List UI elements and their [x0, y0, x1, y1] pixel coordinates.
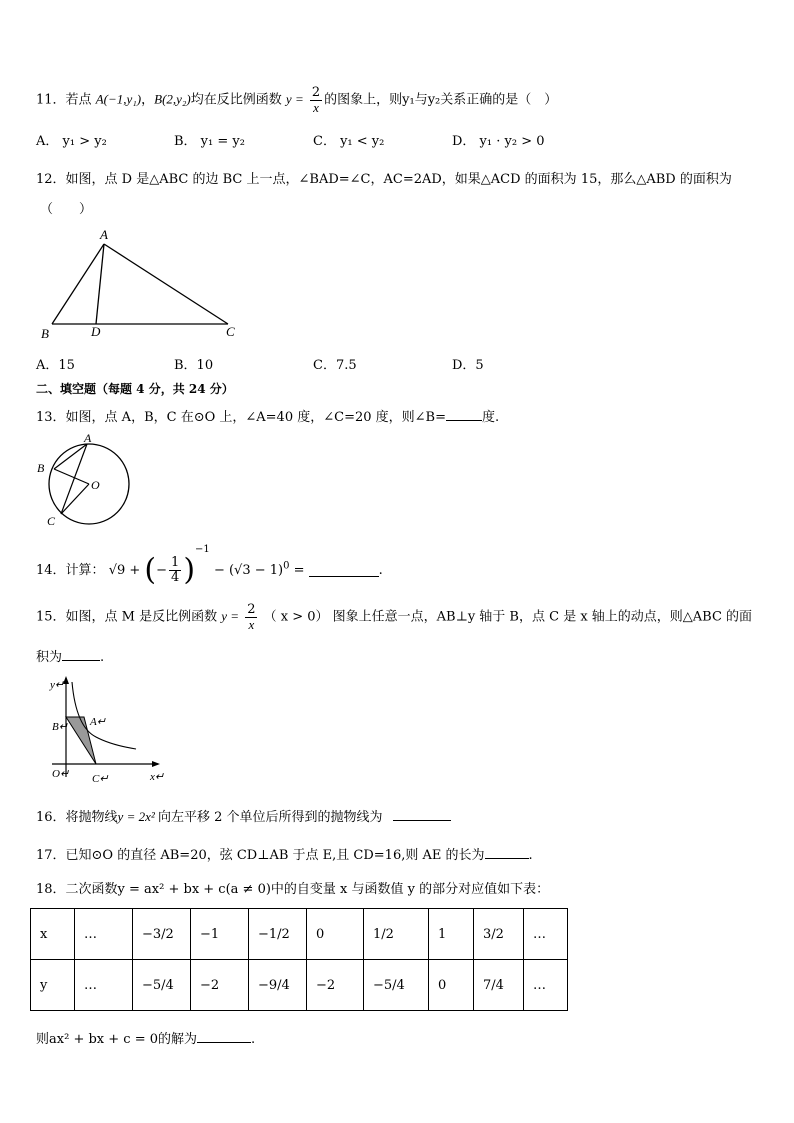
q12-option-c: C．7.5: [313, 358, 357, 373]
q11-option-b: B． y₁ = y₂: [174, 134, 245, 149]
table-cell: −1/2: [249, 909, 307, 960]
table-cell: −5/4: [364, 960, 429, 1011]
table-cell: x: [31, 909, 75, 960]
q12-label-a: A: [100, 227, 108, 242]
q17-answer-blank: [485, 846, 529, 859]
table-cell: −2: [191, 960, 249, 1011]
q13-circle-figure: [34, 430, 134, 530]
q18-value-table: [30, 908, 568, 1011]
q15-label-b: B↵: [52, 721, 68, 733]
q11-fraction: $\frac{2}{x}$: [311, 85, 321, 115]
q13-answer-blank: [446, 408, 482, 421]
q12-option-d: D．5: [452, 358, 484, 373]
q15-label-o: O↵: [52, 768, 70, 780]
q11-stem: 11．若点 A(−1,y₁)，B(2,y₂)均在反比例函数 y = $\frac{2}{x}$ 的图象上，则y₁与y₂关系正确的是（ ）: [36, 85, 558, 115]
q14-fraction: $\frac{1}{4}$: [171, 555, 180, 585]
q13-label-c: C: [47, 514, 56, 528]
q15-stem-line1: 15．如图，点 M 是反比例函数 y = $\frac{2}{x}$ （ x > 0） 图象上任意一点，AB⊥y 轴于 B，点 C 是 x 轴上的动点，则△ABC 的面: [36, 602, 753, 632]
q13-label-a: A: [84, 431, 92, 445]
q16-answer-blank: [393, 808, 451, 821]
table-cell: −5/4: [133, 960, 191, 1011]
q15-fraction: $\frac{2}{x}$: [247, 602, 256, 632]
q12-label-c: C: [226, 324, 235, 339]
q13-label-o: O: [91, 478, 100, 492]
q11-option-d: D． y₁ · y₂ > 0: [452, 134, 545, 149]
section-heading: 二、填空题（每题 4 分，共 24 分）: [36, 382, 234, 396]
q14-stem: 14．计算： √9 + (− $\frac{1}{4}$ )$^{-1} - (√3 - 1)^0$ = .: [36, 544, 383, 588]
q12-paren: （ ）: [40, 202, 93, 217]
q14-answer-blank: [309, 564, 379, 577]
table-cell: 0: [307, 909, 364, 960]
table-cell: 0: [429, 960, 474, 1011]
q15-label-y: y↵: [50, 679, 65, 691]
table-cell: −2: [307, 960, 364, 1011]
q11-option-a: A． y₁ > y₂: [36, 134, 107, 149]
table-row-y: [31, 960, 568, 1011]
table-cell: 7/4: [474, 960, 524, 1011]
table-cell: 1: [429, 909, 474, 960]
q11-option-c: C． y₁ < y₂: [313, 134, 385, 149]
table-cell: −9/4: [249, 960, 307, 1011]
table-cell: …: [75, 909, 133, 960]
q12-option-a: A．15: [36, 358, 75, 373]
q18-stem: 18．二次函数y = ax² + bx + c(a ≠ 0)中的自变量 x 与函数值 y 的部分对应值如下表：: [36, 882, 550, 897]
q12-option-b: B．10: [174, 358, 214, 373]
q12-stem: 12．如图，点 D 是△ABC 的边 BC 上一点，∠BAD=∠C，AC=2AD，如果△ACD 的面积为 15，那么△ABD 的面积为: [36, 172, 732, 187]
table-cell: 1/2: [364, 909, 429, 960]
table-cell: y: [31, 960, 75, 1011]
table-cell: 3/2: [474, 909, 524, 960]
q18-followup: 则ax² + bx + c = 0的解为 .: [36, 1032, 256, 1047]
table-cell: …: [524, 909, 568, 960]
q15-answer-blank: [62, 648, 100, 661]
table-row-x: [31, 909, 568, 960]
q15-hyperbola-figure: [46, 672, 176, 787]
q18-answer-blank: [197, 1030, 251, 1043]
q17-stem: 17．已知⊙O 的直径 AB=20，弦 CD⊥AB 于点 E,且 CD=16,则 AE 的长为 .: [36, 848, 533, 863]
q15-stem-line2: 积为 .: [36, 650, 105, 665]
q12-triangle-figure: [36, 224, 246, 344]
table-cell: −3/2: [133, 909, 191, 960]
table-cell: …: [524, 960, 568, 1011]
table-cell: −1: [191, 909, 249, 960]
q12-label-b: B: [41, 326, 49, 341]
q13-label-b: B: [37, 461, 45, 475]
q15-label-c: C↵: [92, 773, 109, 785]
q15-label-x: x↵: [150, 771, 165, 783]
q15-label-a: A↵: [90, 716, 106, 728]
table-cell: …: [75, 960, 133, 1011]
q13-stem: 13．如图，点 A，B，C 在⊙O 上，∠A=40 度，∠C=20 度，则∠B= 度.: [36, 410, 500, 425]
q12-label-d: D: [91, 324, 101, 339]
q16-stem: 16．将抛物线y = 2x² 向左平移 2 个单位后所得到的抛物线为: [36, 806, 451, 825]
